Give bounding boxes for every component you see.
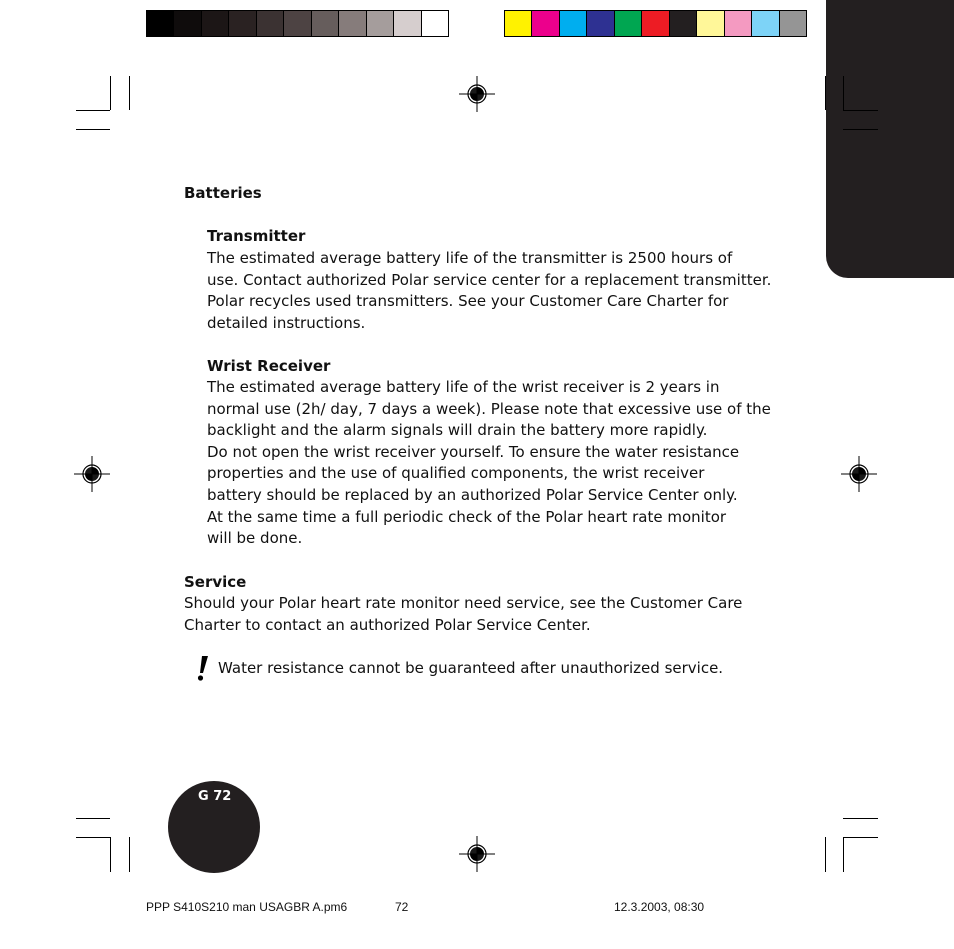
color-swatch <box>587 11 614 36</box>
crop-mark <box>843 837 844 872</box>
color-swatch <box>339 11 366 36</box>
gray-calibration-bar <box>146 10 449 37</box>
warning-text: Water resistance cannot be guaranteed after unauthorized service. <box>218 659 724 677</box>
text-line: At the same time a full periodic check of the Polar heart rate monitor <box>207 507 727 526</box>
crop-mark <box>825 837 826 872</box>
registration-mark-icon <box>841 456 877 492</box>
wrist-receiver-paragraph <box>207 377 771 550</box>
text-line: battery should be replaced by an authorized Polar Service Center only. <box>207 485 738 504</box>
color-swatch <box>532 11 559 36</box>
crop-mark <box>843 76 844 110</box>
color-swatch <box>422 11 448 36</box>
color-swatch <box>780 11 806 36</box>
text-line: Do not open the wrist receiver yourself. To ensure the water resistance <box>207 442 740 461</box>
crop-mark <box>843 110 878 111</box>
color-swatch <box>174 11 201 36</box>
crop-mark <box>843 129 878 130</box>
text-line: normal use (2h/ day, 7 days a week). Please note that excessive use of the <box>207 399 771 418</box>
crop-mark <box>76 129 110 130</box>
color-swatch <box>147 11 174 36</box>
service-paragraph <box>184 593 742 636</box>
page-number: G 72 <box>198 789 232 804</box>
text-line: Polar recycles used transmitters. See your Customer Care Charter for <box>207 292 729 311</box>
registration-mark-icon <box>459 76 495 112</box>
color-swatch <box>367 11 394 36</box>
section-tab <box>826 0 954 278</box>
color-swatch <box>615 11 642 36</box>
text-line: Charter to contact an authorized Polar Service Center. <box>184 615 591 634</box>
text-line: use. Contact authorized Polar service center for a replacement transmitter. <box>207 270 772 289</box>
color-swatch <box>284 11 311 36</box>
crop-mark <box>110 76 111 110</box>
text-line: properties and the use of qualified components, the wrist receiver <box>207 464 705 483</box>
color-swatch <box>752 11 779 36</box>
color-swatch <box>229 11 256 36</box>
color-swatch <box>312 11 339 36</box>
crop-mark <box>76 110 110 111</box>
crop-mark <box>129 76 130 110</box>
text-line: will be done. <box>207 529 303 548</box>
footer-page: 72 <box>395 900 409 914</box>
text-line: Should your Polar heart rate monitor need service, see the Customer Care <box>184 594 743 612</box>
transmitter-paragraph <box>207 248 771 334</box>
color-calibration-bar <box>504 10 807 37</box>
crop-mark <box>825 76 826 110</box>
color-swatch <box>394 11 421 36</box>
crop-mark <box>76 837 110 838</box>
registration-mark-icon <box>459 836 495 872</box>
color-swatch <box>560 11 587 36</box>
footer-filename: PPP S410S210 man USAGBR A.pm6 <box>146 900 348 914</box>
crop-mark <box>110 837 111 872</box>
exclamation-icon <box>196 656 210 682</box>
crop-mark <box>76 818 110 819</box>
batteries-heading: Batteries <box>184 184 262 202</box>
service-heading: Service <box>184 573 247 591</box>
color-swatch <box>202 11 229 36</box>
color-swatch <box>725 11 752 36</box>
color-swatch <box>257 11 284 36</box>
color-swatch <box>670 11 697 36</box>
text-line: detailed instructions. <box>207 313 366 332</box>
color-swatch <box>505 11 532 36</box>
crop-mark <box>843 837 878 838</box>
footer-datetime: 12.3.2003, 08:30 <box>614 900 705 914</box>
color-swatch <box>697 11 724 36</box>
text-line: The estimated average battery life of the transmitter is 2500 hours of <box>207 249 733 267</box>
crop-mark <box>129 837 130 872</box>
text-line: The estimated average battery life of the wrist receiver is 2 years in <box>207 378 720 396</box>
registration-mark-icon <box>74 456 110 492</box>
crop-mark <box>843 818 878 819</box>
text-line: backlight and the alarm signals will drain the battery more rapidly. <box>207 421 708 440</box>
transmitter-heading: Transmitter <box>207 227 306 245</box>
wrist-receiver-heading: Wrist Receiver <box>207 357 331 375</box>
color-swatch <box>642 11 669 36</box>
